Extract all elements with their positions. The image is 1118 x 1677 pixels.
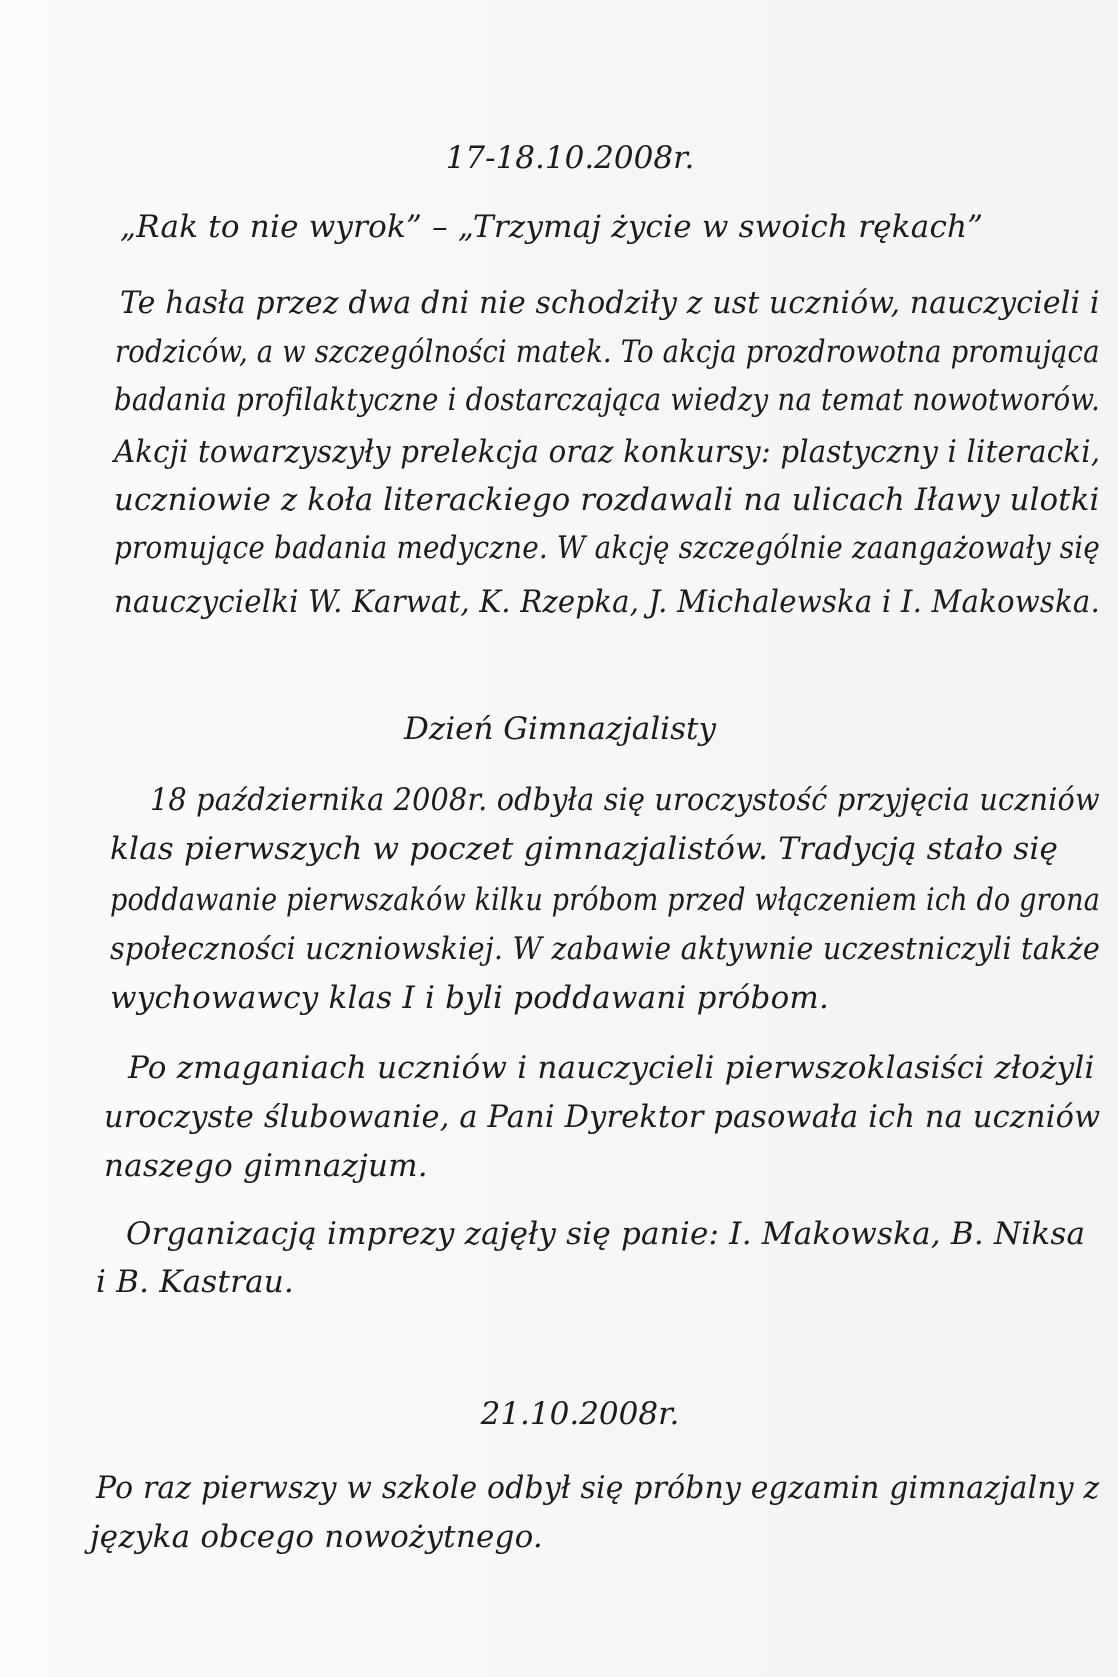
text-line: uczniowie z koła literackiego rozdawali na ulicach Iławy ulotki [114,482,1100,518]
text-line: promujące badania medyczne. W akcję szczególnie zaangażowały się [114,530,1100,566]
text-line: 18 października 2008r. odbyła się uroczystość przyjęcia uczniów [150,782,1100,818]
text-line: Organizacją imprezy zajęły się panie: I. Makowska, B. Niksa [126,1216,1086,1252]
text-line: Akcji towarzyszyły prelekcja oraz konkursy: plastyczny i literacki, [114,434,1101,470]
text-line: uroczyste ślubowanie, a Pani Dyrektor pasowała ich na uczniów [104,1099,1101,1135]
text-line: poddawanie pierwszaków kilku próbom przed włączeniem ich do grona [110,882,1100,918]
text-line: i B. Kastrau. [96,1264,294,1300]
slogan-line: „Rak to nie wyrok” – „Trzymaj życie w swoich rękach” [120,209,984,245]
text-line: społeczności uczniowskiej. W zabawie aktywnie uczestniczyli także [110,931,1101,967]
text-line: naszego gimnazjum. [104,1148,428,1184]
text-line: Po raz pierwszy w szkole odbył się próbny egzamin gimnazjalny z [96,1470,1100,1506]
section-date-heading: 21.10.2008r. [480,1396,680,1432]
text-line: badania profilaktyczne i dostarczająca wiedzy na temat nowotworów. [114,382,1100,418]
section-date-heading: 17-18.10.2008r. [445,140,695,176]
section-title-heading: Dzień Gimnazjalisty [404,711,716,747]
text-line: wychowawcy klas I i byli poddawani próbom. [110,980,830,1016]
text-line: klas pierwszych w poczet gimnazjalistów. Tradycją stało się [110,831,1059,867]
text-line: języka obcego nowożytnego. [90,1519,543,1555]
text-line: rodziców, a w szczególności matek. To akcja prozdrowotna promująca [115,334,1100,370]
text-line: Te hasła przez dwa dni nie schodziły z ust uczniów, nauczycieli i [120,285,1100,321]
text-line: nauczycielki W. Karwat, K. Rzepka, J. Michalewska i I. Makowska. [114,584,1100,620]
text-line: Po zmaganiach uczniów i nauczycieli pierwszoklasiści złożyli [128,1050,1095,1086]
